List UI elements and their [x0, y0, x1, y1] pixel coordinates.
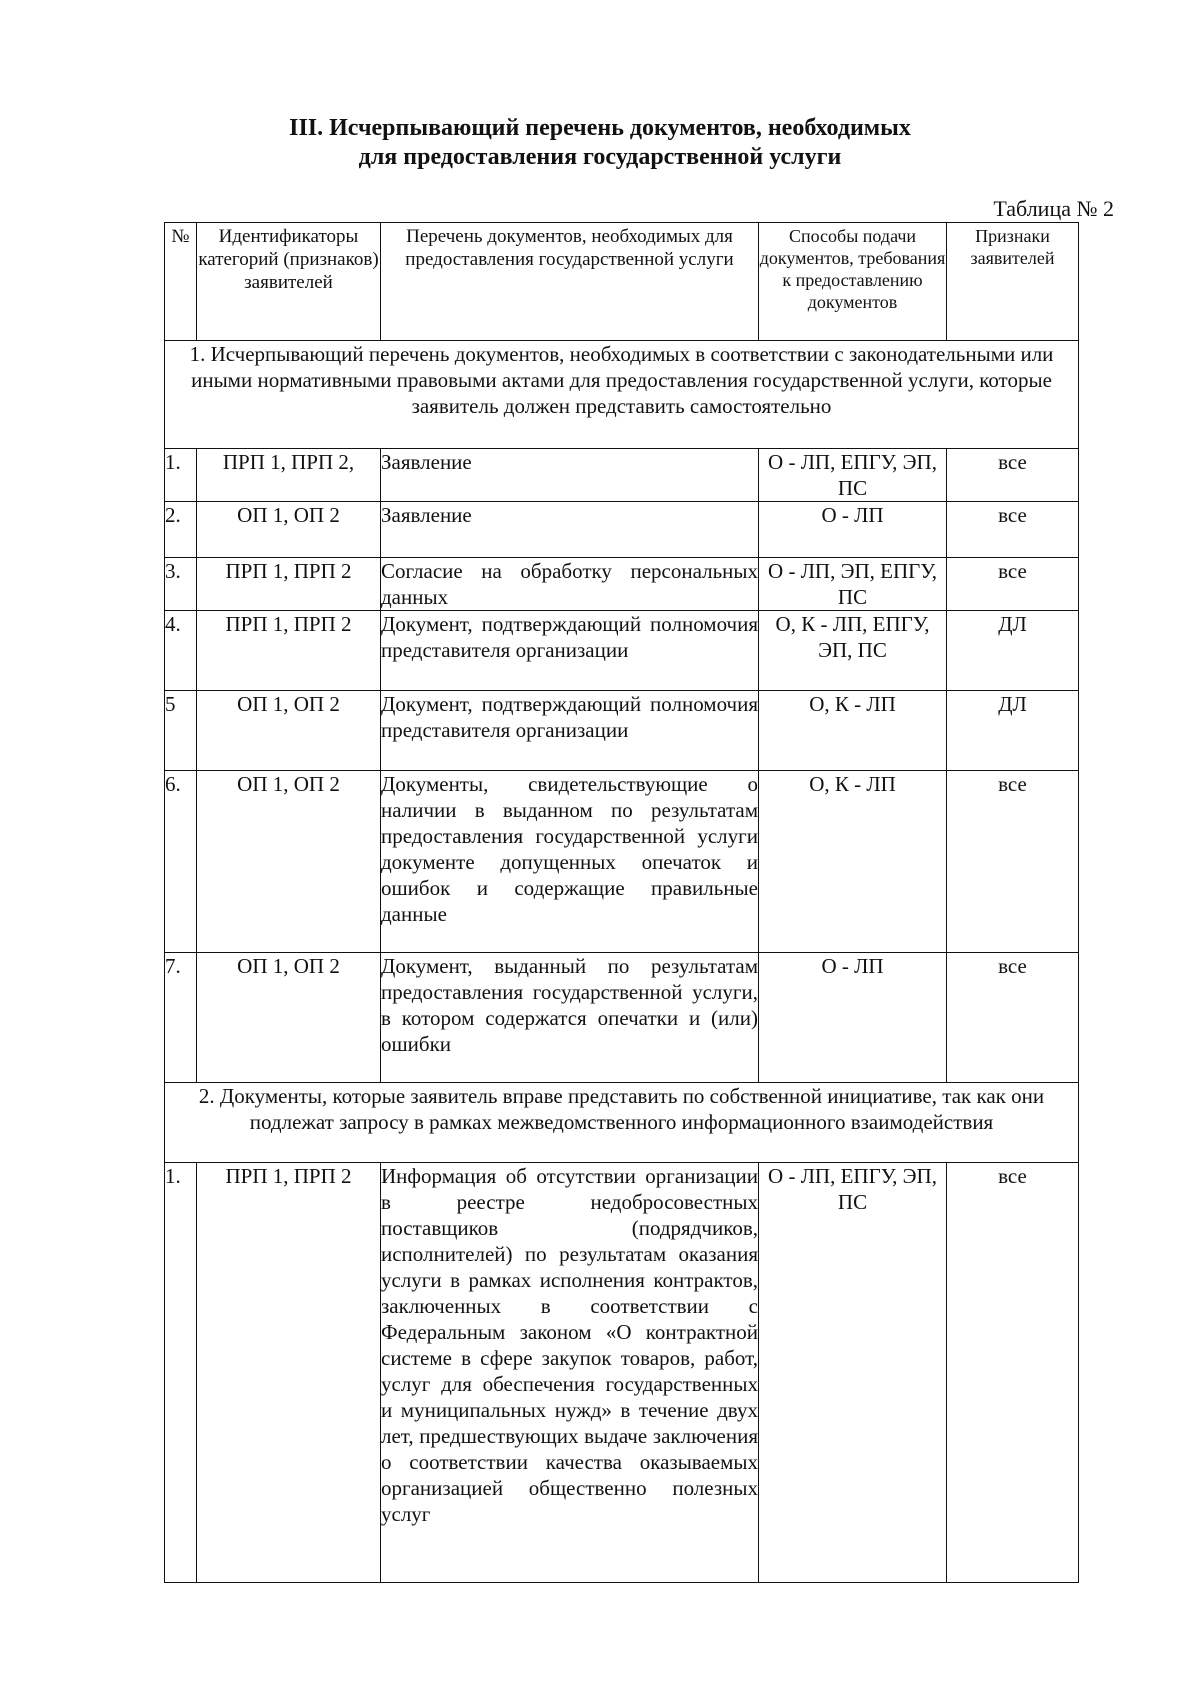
section-row — [165, 1083, 1079, 1163]
section-row — [165, 341, 1079, 449]
row-ways: О, К - ЛП — [759, 771, 947, 953]
header-ways: Способы подачи документов, требования к предоставлению документов — [759, 223, 947, 341]
title-line-2: для предоставления государственной услуги — [358, 144, 842, 170]
row-number: 3. — [165, 558, 197, 611]
section-title: 2. Документы, которые заявитель вправе представить по собственной инициативе, так как они подлежат запросу в рамках межведомственного информационного взаимодействия — [165, 1083, 1079, 1163]
row-ids: ПРП 1, ПРП 2 — [197, 558, 381, 611]
row-sign: все — [947, 953, 1079, 1083]
row-sign: все — [947, 502, 1079, 558]
row-ids: ПРП 1, ПРП 2 — [197, 611, 381, 691]
row-ways: О - ЛП — [759, 953, 947, 1083]
row-ids: ПРП 1, ПРП 2 — [197, 1163, 381, 1583]
row-ways: О, К - ЛП — [759, 691, 947, 771]
row-ids: ОП 1, ОП 2 — [197, 502, 381, 558]
row-document: Заявление — [381, 502, 759, 558]
row-sign: все — [947, 1163, 1079, 1583]
row-number: 1. — [165, 449, 197, 502]
table-header-row — [165, 223, 1079, 341]
row-number: 7. — [165, 953, 197, 1083]
table-row — [165, 502, 1079, 558]
table-row — [165, 1163, 1079, 1583]
row-sign: все — [947, 449, 1079, 502]
row-number: 1. — [165, 1163, 197, 1583]
row-sign: все — [947, 558, 1079, 611]
row-document: Документ, подтверждающий полномочия представителя организации — [381, 691, 759, 771]
header-signs: Признаки заявителей — [947, 223, 1079, 341]
row-number: 2. — [165, 502, 197, 558]
table-row — [165, 558, 1079, 611]
header-num: № — [165, 223, 197, 341]
header-docs: Перечень документов, необходимых для предоставления государственной услуги — [381, 223, 759, 341]
title-line-1: III. Исчерпывающий перечень документов, необходимых — [289, 115, 911, 141]
row-ways: О - ЛП, ЕПГУ, ЭП, ПС — [759, 449, 947, 502]
table-row — [165, 449, 1079, 502]
header-ids: Идентификаторы категорий (признаков) заявителей — [197, 223, 381, 341]
row-document: Документы, свидетельствующие о наличии в выданном по результатам предоставления государственной услуги документе допущенных опечаток и ошибок и содержащие правильные данные — [381, 771, 759, 953]
row-ids: ОП 1, ОП 2 — [197, 953, 381, 1083]
row-ids: ПРП 1, ПРП 2, — [197, 449, 381, 502]
section-title: 1. Исчерпывающий перечень документов, необходимых в соответствии с законодательными или иными нормативными правовыми актами для предоставления государственной услуги, которые заявитель должен представить самостоятельно — [165, 341, 1079, 449]
documents-table — [164, 222, 1079, 1583]
table-row — [165, 953, 1079, 1083]
row-ways: О, К - ЛП, ЕПГУ, ЭП, ПС — [759, 611, 947, 691]
table-row — [165, 771, 1079, 953]
row-ways: О - ЛП, ЭП, ЕПГУ, ПС — [759, 558, 947, 611]
row-ids: ОП 1, ОП 2 — [197, 691, 381, 771]
row-sign: ДЛ — [947, 691, 1079, 771]
row-document: Согласие на обработку персональных данных — [381, 559, 758, 609]
row-number: 6. — [165, 771, 197, 953]
table-number: Таблица № 2 — [993, 196, 1114, 221]
row-document: Документ, выданный по результатам предоставления государственной услуги, в котором содержатся опечатки и (или) ошибки — [381, 953, 759, 1083]
row-number: 4. — [165, 611, 197, 691]
document-title — [0, 114, 1200, 172]
row-ways: О - ЛП — [759, 502, 947, 558]
row-ids: ОП 1, ОП 2 — [197, 771, 381, 953]
row-number: 5 — [165, 691, 197, 771]
row-document: Документ, подтверждающий полномочия представителя организации — [381, 611, 759, 691]
table-row — [165, 611, 1079, 691]
row-ways: О - ЛП, ЕПГУ, ЭП, ПС — [759, 1163, 947, 1583]
row-document: Информация об отсутствии организации в реестре недобросовестных поставщиков (подрядчиков, исполнителей) по результатам оказания услуги в рамках исполнения контрактов, заключенных в соответствии с Федеральным законом «О контрактной системе в сфере закупок товаров, работ, услуг для обеспечения государственных и муниципальных нужд» в течение двух лет, предшествующих выдаче заключения о соответствии качества оказываемых организацией общественно полезных услуг — [381, 1163, 759, 1583]
row-sign: все — [947, 771, 1079, 953]
row-document: Заявление — [381, 449, 759, 502]
table-row — [165, 691, 1079, 771]
row-sign: ДЛ — [947, 611, 1079, 691]
